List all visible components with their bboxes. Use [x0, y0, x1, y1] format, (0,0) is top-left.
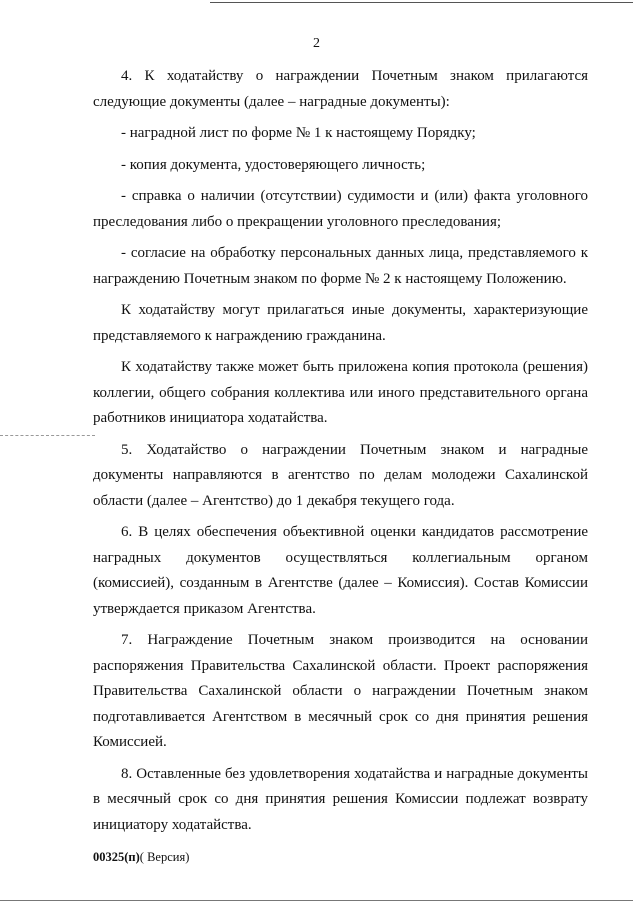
document-code: 00325(п): [93, 850, 140, 864]
paragraph-8-return: 8. Оставленные без удовлетворения ходатайства и наградные документы в месячный срок со дня принятия решения Комиссии подлежат возврату инициатору ходатайства.: [93, 765, 588, 833]
paragraph-5-submission: 5. Ходатайство о награждении Почетным знаком и наградные документы направляются в агентство по делам молодежи Сахалинской области (далее – Агентство) до 1 декабря текущего года.: [93, 441, 588, 509]
list-item-identity-copy: - копия документа, удостоверяющего личность;: [121, 156, 426, 173]
list-item-data-consent: - согласие на обработку персональных данных лица, представляемого к награждению Почетным знаком по форме № 2 к настоящему Положению.: [93, 245, 588, 287]
page-number: 2: [313, 36, 320, 51]
paragraph-7-order: 7. Награждение Почетным знаком производится на основании распоряжения Правительства Сахалинской области. Проект распоряжения Правительства Сахалинской области о награждении Почетным знаком подготавливается Агентством в месячный срок со дня принятия решения Комиссией.: [93, 632, 588, 750]
list-item-award-sheet: - наградной лист по форме № 1 к настоящему Порядку;: [121, 125, 476, 141]
scan-margin-mark: [0, 435, 95, 437]
paragraph-other-documents: К ходатайству могут прилагаться иные документы, характеризующие представляемого к награждению гражданина.: [93, 302, 588, 344]
scan-edge-top: [210, 2, 633, 3]
document-footer: [93, 850, 189, 865]
scan-edge-bottom: [0, 900, 633, 901]
document-version: ( Версия): [139, 850, 190, 864]
list-item-criminal-record: - справка о наличии (отсутствии) судимости и (или) факта уголовного преследования либо о прекращении уголовного преследования;: [93, 188, 588, 230]
document-body: [93, 64, 588, 838]
paragraph-4-documents: 4. К ходатайству о награждении Почетным знаком прилагаются следующие документы (далее – наградные документы):: [93, 68, 588, 110]
paragraph-protocol-copy: К ходатайству также может быть приложена копия протокола (решения) коллегии, общего собрания коллектива или иного представительного органа работников инициатора ходатайства.: [93, 359, 588, 426]
paragraph-6-commission: 6. В целях обеспечения объективной оценки кандидатов рассмотрение наградных документов осуществляться коллегиальным органом (комиссией), созданным в Агентстве (далее – Комиссия). Состав Комиссии утверждается приказом Агентства.: [93, 524, 588, 617]
